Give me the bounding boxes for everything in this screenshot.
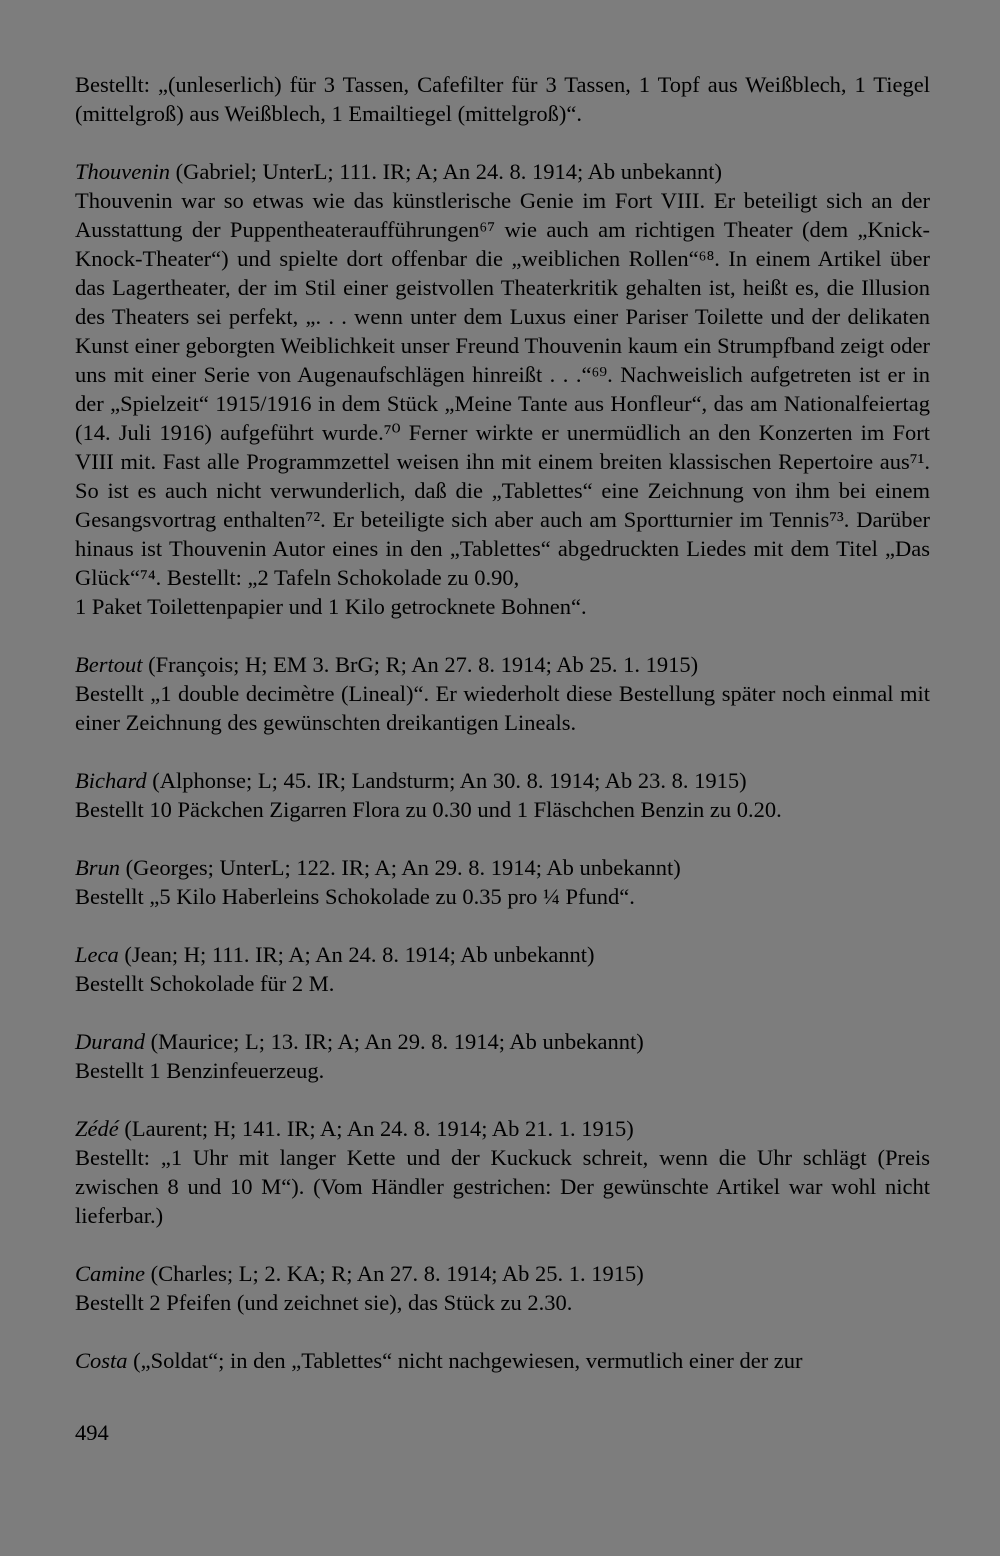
entry-heading bbox=[75, 853, 930, 882]
entry-meta: (Georges; UnterL; 122. IR; A; An 29. 8. 1914; Ab unbekannt) bbox=[120, 855, 681, 880]
entry-text: Bestellt 1 Benzinfeuerzeug. bbox=[75, 1058, 325, 1083]
entry-meta: (Maurice; L; 13. IR; A; An 29. 8. 1914; Ab unbekannt) bbox=[145, 1029, 644, 1054]
entry-text: Bestellt „5 Kilo Haberleins Schokolade zu 0.35 pro ¼ Pfund“. bbox=[75, 884, 635, 909]
entry-zede bbox=[75, 1114, 930, 1230]
entry-heading bbox=[75, 1259, 930, 1288]
entry-name: Leca bbox=[75, 942, 119, 967]
entry-text: Bestellt 10 Päckchen Zigarren Flora zu 0.30 und 1 Fläschchen Benzin zu 0.20. bbox=[75, 797, 782, 822]
entry-name: Zédé bbox=[75, 1116, 119, 1141]
entry-heading bbox=[75, 1114, 930, 1143]
entry-text: Bestellt: „1 Uhr mit langer Kette und der Kuckuck schreit, wenn die Uhr schlägt (Preis zwischen 8 und 10 M“). (Vom Händler gestrichen: Der gewünschte Artikel war wohl nicht lieferbar.) bbox=[75, 1145, 930, 1228]
entry-meta: (Laurent; H; 141. IR; A; An 24. 8. 1914; Ab 21. 1. 1915) bbox=[118, 1116, 634, 1141]
entry-thouvenin bbox=[75, 157, 930, 621]
entry-heading bbox=[75, 157, 930, 186]
entry-order-fragment bbox=[75, 70, 930, 128]
entry-brun bbox=[75, 853, 930, 911]
entry-name: Bichard bbox=[75, 768, 147, 793]
entry-heading bbox=[75, 650, 930, 679]
entry-name: Camine bbox=[75, 1261, 145, 1286]
entry-text: Thouvenin war so etwas wie das künstlerische Genie im Fort VIII. Er beteiligt sich an der Ausstattung der Puppentheateraufführungen⁶⁷ wie auch am richtigen Theater (dem „Knick-Knock-Theater“) und spielte dort offenbar die „weiblichen Rollen“⁶⁸. In einem Artikel über das Lagertheater, der im Stil einer geistvollen Theaterkritik gehalten ist, heißt es, die Illusion des Theaters sei perfekt, „. . . wenn unter dem Luxus einer Pariser Toilette und der delikaten Kunst einer geborgten Weiblichkeit unser Freund Thouvenin kaum ein Strumpfband zeigt oder uns mit einer Serie von Augenaufschlägen hinreißt . . .“⁶⁹. Nachweislich aufgetreten ist er in der „Spielzeit“ 1915/1916 in dem Stück „Meine Tante aus Honfleur“, das am Nationalfeiertag (14. Juli 1916) aufgeführt wurde.⁷⁰ Ferner wirkte er unermüdlich an den Konzerten im Fort VIII mit. Fast alle Programmzettel weisen ihn mit einem breiten klassischen Repertoire aus⁷¹. So ist es auch nicht verwunderlich, daß die „Tablettes“ eine Zeichnung von ihm bei einem Gesangsvortrag enthalten⁷². Er beteiligte sich aber auch am Sportturnier im Tennis⁷³. Darüber hinaus ist Thouvenin Autor eines in den „Tablettes“ abgedruckten Liedes mit dem Titel „Das Glück“⁷⁴. Bestellt: „2 Tafeln Schokolade zu 0.90, bbox=[75, 188, 930, 590]
entry-leca bbox=[75, 940, 930, 998]
entry-text: Bestellt Schokolade für 2 M. bbox=[75, 971, 335, 996]
entry-meta: („Soldat“; in den „Tablettes“ nicht nachgewiesen, vermutlich einer der zur bbox=[127, 1348, 803, 1373]
entry-bichard bbox=[75, 766, 930, 824]
entry-heading bbox=[75, 766, 930, 795]
entry-heading bbox=[75, 1027, 930, 1056]
entry-meta: (Jean; H; 111. IR; A; An 24. 8. 1914; Ab unbekannt) bbox=[118, 942, 595, 967]
text-body bbox=[75, 70, 930, 1404]
page-number: 494 bbox=[75, 1420, 109, 1445]
entry-name: Bertout bbox=[75, 652, 143, 677]
entry-meta: (Charles; L; 2. KA; R; An 27. 8. 1914; Ab 25. 1. 1915) bbox=[145, 1261, 644, 1286]
entry-name: Thouvenin bbox=[75, 159, 170, 184]
entry-durand bbox=[75, 1027, 930, 1085]
entry-meta: (Gabriel; UnterL; 111. IR; A; An 24. 8. 1914; Ab unbekannt) bbox=[170, 159, 723, 184]
entry-text: Bestellt „1 double decimètre (Lineal)“. Er wiederholt diese Bestellung später noch einmal mit einer Zeichnung des gewünschten dreikantigen Lineals. bbox=[75, 681, 930, 735]
entry-heading bbox=[75, 940, 930, 969]
entry-camine bbox=[75, 1259, 930, 1317]
entry-text-continued: 1 Paket Toilettenpapier und 1 Kilo getrocknete Bohnen“. bbox=[75, 594, 587, 619]
entry-meta: (François; H; EM 3. BrG; R; An 27. 8. 1914; Ab 25. 1. 1915) bbox=[142, 652, 699, 677]
entry-name: Durand bbox=[75, 1029, 146, 1054]
entry-text: Bestellt: „(unleserlich) für 3 Tassen, Cafefilter für 3 Tassen, 1 Topf aus Weißblech, 1 Tiegel (mittelgroß) aus Weißblech, 1 Emailtiegel (mittelgroß)“. bbox=[75, 72, 930, 126]
entry-meta: (Alphonse; L; 45. IR; Landsturm; An 30. 8. 1914; Ab 23. 8. 1915) bbox=[146, 768, 747, 793]
entry-text: Bestellt 2 Pfeifen (und zeichnet sie), das Stück zu 2.30. bbox=[75, 1290, 573, 1315]
entry-costa bbox=[75, 1346, 930, 1375]
entry-heading bbox=[75, 1346, 930, 1375]
entry-name: Brun bbox=[75, 855, 120, 880]
entry-name: Costa bbox=[75, 1348, 128, 1373]
entry-bertout bbox=[75, 650, 930, 737]
